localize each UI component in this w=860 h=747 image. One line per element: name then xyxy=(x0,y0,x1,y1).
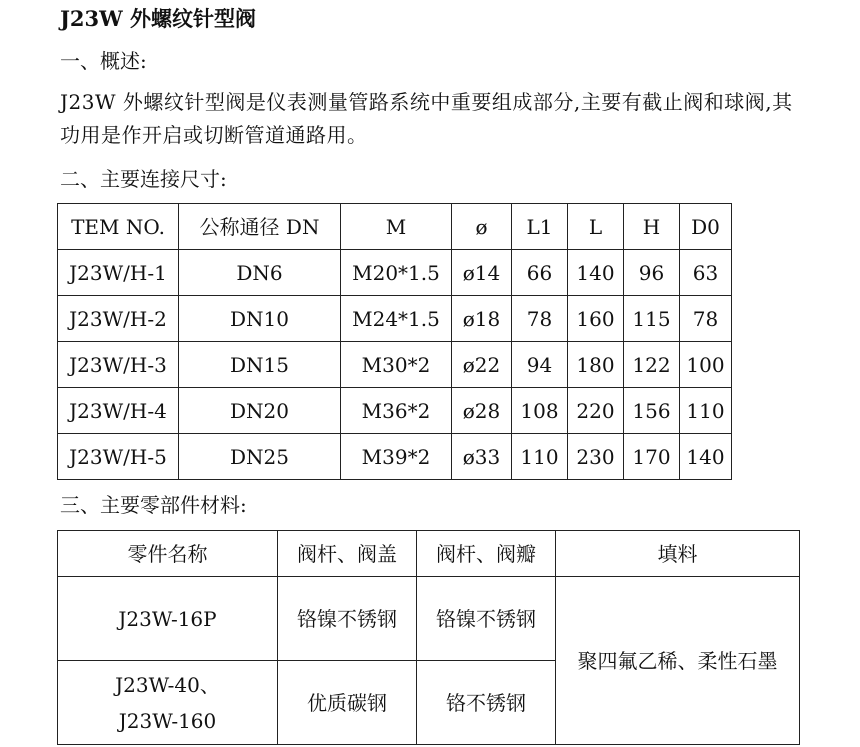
table-cell: M30*2 xyxy=(341,342,452,388)
header-cell: L1 xyxy=(512,204,568,250)
header-cell-stem-bonnet: 阀杆、阀盖 xyxy=(278,531,417,577)
materials-table xyxy=(57,530,800,745)
overview-paragraph: J23W 外螺纹针型阀是仪表测量管路系统中重要组成部分,主要有截止阀和球阀,其功用是作开启或切断管道通路用。 xyxy=(60,90,793,147)
table-row xyxy=(58,342,732,388)
document-title: J23W 外螺纹针型阀 xyxy=(60,6,257,31)
table-cell: ø28 xyxy=(452,388,512,434)
table-cell: 115 xyxy=(624,296,680,342)
table-cell: 78 xyxy=(512,296,568,342)
table-cell: J23W/H-4 xyxy=(58,388,179,434)
table-cell: 110 xyxy=(680,388,732,434)
overview-heading: 一、概述: xyxy=(60,49,147,73)
table-cell: 220 xyxy=(568,388,624,434)
table-header-row xyxy=(58,204,732,250)
table-cell: 66 xyxy=(512,250,568,296)
table-cell: DN6 xyxy=(179,250,341,296)
dims-heading: 二、主要连接尺寸: xyxy=(60,167,227,191)
table-cell: 122 xyxy=(624,342,680,388)
table-cell: 140 xyxy=(680,434,732,480)
stem-disc-cell: 铬不锈钢 xyxy=(417,661,556,745)
packing-cell: 聚四氟乙稀、柔性石墨 xyxy=(556,577,800,745)
part-name-cell: J23W-40、J23W-160 xyxy=(58,661,278,745)
table-cell: 94 xyxy=(512,342,568,388)
table-cell: J23W/H-3 xyxy=(58,342,179,388)
header-cell: TEM NO. xyxy=(58,204,179,250)
table-cell: 96 xyxy=(624,250,680,296)
table-cell: DN25 xyxy=(179,434,341,480)
header-cell: M xyxy=(341,204,452,250)
table-cell: 156 xyxy=(624,388,680,434)
table-cell: 180 xyxy=(568,342,624,388)
table-row xyxy=(58,250,732,296)
stem-bonnet-cell: 优质碳钢 xyxy=(278,661,417,745)
materials-heading: 三、主要零部件材料: xyxy=(60,493,247,517)
table-cell: 160 xyxy=(568,296,624,342)
table-cell: ø18 xyxy=(452,296,512,342)
table-cell: DN15 xyxy=(179,342,341,388)
table-cell: DN10 xyxy=(179,296,341,342)
table-row xyxy=(58,296,732,342)
table-cell: 140 xyxy=(568,250,624,296)
table-cell: 110 xyxy=(512,434,568,480)
table-row xyxy=(58,388,732,434)
table-cell: ø14 xyxy=(452,250,512,296)
table-cell: 100 xyxy=(680,342,732,388)
table-cell: 63 xyxy=(680,250,732,296)
dimensions-table xyxy=(57,203,732,480)
table-row xyxy=(58,577,800,661)
table-row xyxy=(58,434,732,480)
header-cell-part-name: 零件名称 xyxy=(58,531,278,577)
table-cell: ø33 xyxy=(452,434,512,480)
table-cell: 170 xyxy=(624,434,680,480)
header-cell-stem-disc: 阀杆、阀瓣 xyxy=(417,531,556,577)
table-cell: 78 xyxy=(680,296,732,342)
stem-bonnet-cell: 铬镍不锈钢 xyxy=(278,577,417,661)
table-cell: M36*2 xyxy=(341,388,452,434)
table-cell: M39*2 xyxy=(341,434,452,480)
table-cell: ø22 xyxy=(452,342,512,388)
header-cell: 公称通径 DN xyxy=(179,204,341,250)
table-cell: J23W/H-1 xyxy=(58,250,179,296)
header-cell: ø xyxy=(452,204,512,250)
table-cell: J23W/H-5 xyxy=(58,434,179,480)
header-cell: L xyxy=(568,204,624,250)
header-cell: D0 xyxy=(680,204,732,250)
part-name-cell: J23W-16P xyxy=(58,577,278,661)
stem-disc-cell: 铬镍不锈钢 xyxy=(417,577,556,661)
table-cell: DN20 xyxy=(179,388,341,434)
table-cell: J23W/H-2 xyxy=(58,296,179,342)
header-cell-packing: 填料 xyxy=(556,531,800,577)
header-cell: H xyxy=(624,204,680,250)
table-cell: M24*1.5 xyxy=(341,296,452,342)
table-cell: 230 xyxy=(568,434,624,480)
table-header-row xyxy=(58,531,800,577)
table-cell: 108 xyxy=(512,388,568,434)
table-cell: M20*1.5 xyxy=(341,250,452,296)
